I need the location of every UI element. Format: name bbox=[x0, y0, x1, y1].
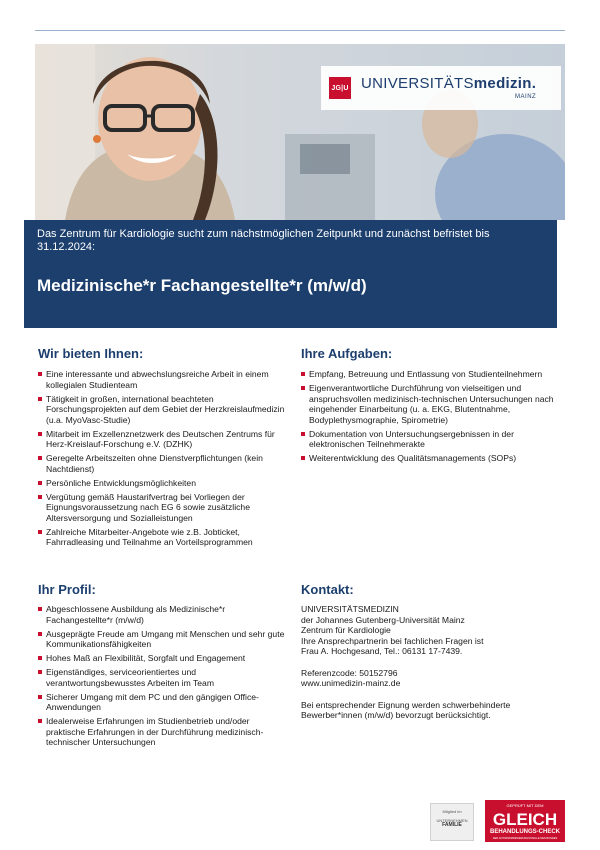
logo-city: MAINZ bbox=[515, 94, 537, 100]
job-title: Medizinische*r Fachangestellte*r (m/w/d) bbox=[37, 276, 367, 295]
contact-block bbox=[301, 604, 561, 721]
offer-heading: Wir bieten Ihnen: bbox=[38, 346, 144, 361]
logo-wordmark-regular: UNIVERSITÄTS bbox=[361, 75, 474, 92]
family-badge-mid: UNTERNEHMEN bbox=[436, 818, 468, 823]
logo-wordmark-bold: medizin. bbox=[473, 75, 537, 92]
website-link[interactable]: www.unimedizin-mainz.de bbox=[301, 678, 401, 688]
university-logo bbox=[321, 66, 561, 110]
list-item: Dokumentation von Untersuchungsergebnissen in der elektronischen Teilnehmerakte bbox=[301, 429, 561, 450]
list-item: Geregelte Arbeitszeiten ohne Dienstverpflichtungen (kein Nachtdienst) bbox=[38, 453, 288, 474]
logo-wordmark bbox=[361, 76, 536, 91]
list-item: Tätigkeit in großen, international beachteten Forschungsprojekten auf dem Gebiet der Herzkreislaufmedizin (u.a. MyoVasc-Studie) bbox=[38, 394, 288, 426]
list-item: Persönliche Entwicklungsmöglichkeiten bbox=[38, 478, 288, 489]
tasks-list bbox=[301, 369, 561, 467]
contact-intro: Ihre Ansprechpartnerin bei fachlichen Fragen ist bbox=[301, 635, 484, 646]
list-item: Eine interessante und abwechslungsreiche Arbeit in einem kollegialen Studienteam bbox=[38, 369, 288, 390]
list-item: Empfang, Betreuung und Entlassung von Studienteilnehmern bbox=[301, 369, 561, 380]
profile-heading: Ihr Profil: bbox=[38, 582, 96, 597]
contact-org: UNIVERSITÄTSMEDIZIN bbox=[301, 604, 399, 614]
list-item: Eigenverantwortliche Durchführung von vielseitigen und anspruchsvollen medizinisch-technischen Untersuchungen nach eingehender Einarbeitung (u. a. EKG, Blutentnahme, Bodyplethysmographie, Spirometrie) bbox=[301, 383, 561, 425]
offer-list bbox=[38, 369, 288, 551]
gleich-badge-top: GEPRÜFT MIT DEM bbox=[506, 803, 544, 808]
reference-code: Referenzcode: 50152796 bbox=[301, 667, 398, 678]
jgu-logo-mark: JG|U bbox=[329, 77, 351, 99]
list-item: Vergütung gemäß Haustarifvertrag bei Vorliegen der Eignungsvoraussetzung nach EG 6 sowie zusätzliche Altersversorgung und Sozialleistungen bbox=[38, 492, 288, 524]
list-item: Abgeschlossene Ausbildung als Medizinische*r Fachangestellte*r (m/w/d) bbox=[38, 604, 288, 625]
contact-heading: Kontakt: bbox=[301, 582, 354, 597]
gleich-badge-sub: BEHANDLUNGS-CHECK bbox=[490, 829, 560, 835]
gleich-badge bbox=[485, 800, 565, 842]
gleich-badge-bottom: DER ANTIDISKRIMINIERUNGSSTELLE DES BUNDES bbox=[492, 837, 558, 840]
gleich-badge-word: GLEICH bbox=[492, 810, 558, 829]
contact-department: Zentrum für Kardiologie bbox=[301, 625, 391, 635]
list-item: Sicherer Umgang mit dem PC und den gängigen Office-Anwendungen bbox=[38, 692, 288, 713]
contact-university: der Johannes Gutenberg-Universität Mainz bbox=[301, 614, 465, 625]
title-banner bbox=[24, 220, 557, 328]
contact-person: Frau A. Hochgesand, Tel.: 06131 17-7439. bbox=[301, 646, 463, 656]
list-item: Idealerweise Erfahrungen im Studienbetrieb und/oder praktische Erfahrungen in der Durchführung medizinisch-technischer Untersuchungen bbox=[38, 716, 288, 748]
profile-list bbox=[38, 604, 288, 751]
list-item: Weiterentwicklung des Qualitätsmanagements (SOPs) bbox=[301, 453, 561, 464]
disability-note: Bei entsprechender Eignung werden schwerbehinderte Bewerber*innen (m/w/d) bevorzugt berücksichtigt. bbox=[301, 699, 511, 720]
family-badge bbox=[430, 803, 474, 841]
family-badge-top: Mitglied im bbox=[442, 809, 462, 814]
list-item: Mitarbeit im Exzellenznetzwerk des Deutschen Zentrums für Herz-Kreislauf-Forschung e.V. (DZHK) bbox=[38, 429, 288, 450]
hero-photo bbox=[35, 44, 565, 220]
top-rule bbox=[35, 30, 565, 31]
list-item: Hohes Maß an Flexibilität, Sorgfalt und Engagement bbox=[38, 653, 288, 664]
list-item: Eigenständiges, serviceorientiertes und verantwortungsbewusstes Arbeiten im Team bbox=[38, 667, 288, 688]
family-badge-name: FAMILIE bbox=[442, 822, 462, 828]
tasks-heading: Ihre Aufgaben: bbox=[301, 346, 393, 361]
list-item: Zahlreiche Mitarbeiter-Angebote wie z.B. Jobticket, Fahrradleasing und Teilnahme an Vorteilsprogrammen bbox=[38, 527, 288, 548]
list-item: Ausgeprägte Freude am Umgang mit Menschen und sehr gute Kommunikationsfähigkeiten bbox=[38, 629, 288, 650]
banner-intro: Das Zentrum für Kardiologie sucht zum nächstmöglichen Zeitpunkt und zunächst befristet bis 31.12.2024: bbox=[37, 228, 490, 253]
